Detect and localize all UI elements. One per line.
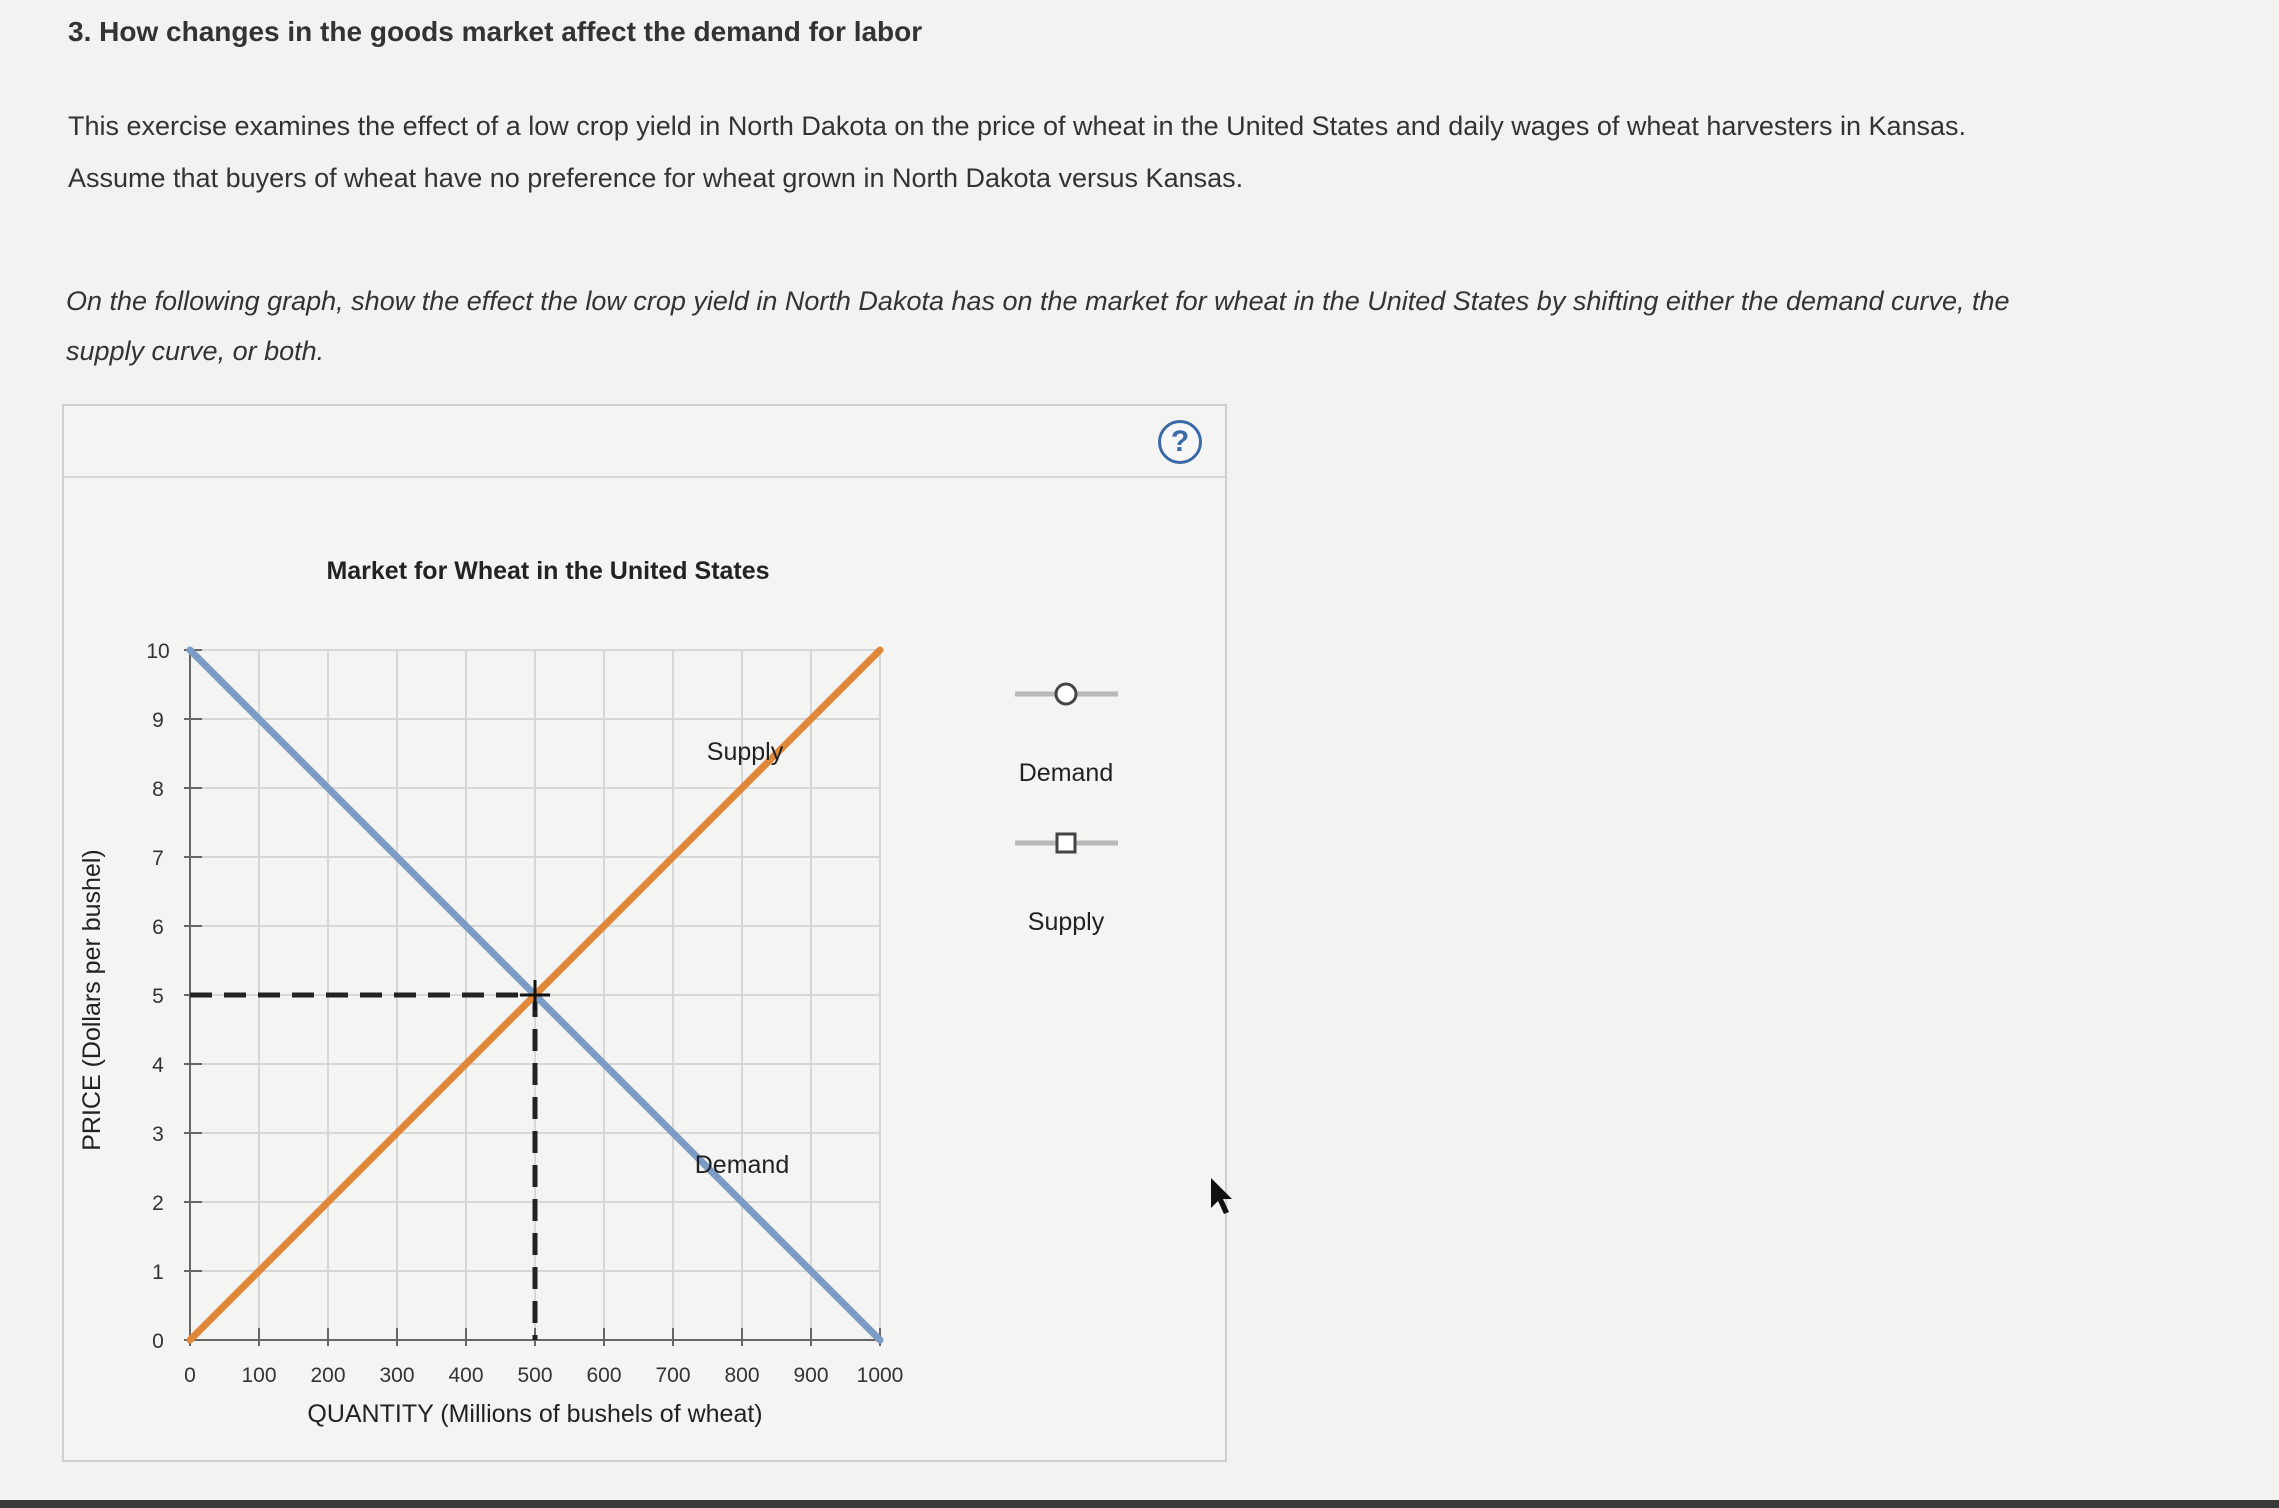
y-tick-label: 8 xyxy=(152,778,164,801)
y-tick-label: 9 xyxy=(152,709,164,732)
y-tick-label: 10 xyxy=(146,640,170,663)
question-title: 3. How changes in the goods market affect the demand for labor xyxy=(68,16,923,47)
y-tick-label: 1 xyxy=(152,1261,164,1284)
demand-tool-label: Demand xyxy=(1018,759,1114,787)
supply-tool-label: Supply xyxy=(1027,908,1105,936)
square-marker-icon[interactable] xyxy=(1057,834,1075,852)
x-tick-label: 1000 xyxy=(856,1364,904,1387)
y-tick-label: 4 xyxy=(152,1054,164,1077)
x-tick-label: 300 xyxy=(379,1364,415,1387)
x-tick-label: 500 xyxy=(517,1364,553,1387)
y-tick-label: 3 xyxy=(152,1123,164,1146)
x-tick-label: 100 xyxy=(241,1364,277,1387)
x-tick-label: 600 xyxy=(586,1364,622,1387)
mouse-cursor-icon xyxy=(1211,1178,1232,1214)
y-tick-label: 6 xyxy=(152,916,164,939)
x-tick-label: 800 xyxy=(724,1364,760,1387)
demand-curve-label: Demand xyxy=(694,1151,790,1179)
x-tick-label: 900 xyxy=(793,1364,829,1387)
window-bottom-edge xyxy=(0,1500,2279,1508)
x-tick-label: 200 xyxy=(310,1364,346,1387)
y-tick-label: 5 xyxy=(152,985,164,1008)
help-button[interactable]: ? xyxy=(1158,420,1202,464)
y-tick-label: 0 xyxy=(152,1330,164,1353)
x-tick-label: 400 xyxy=(448,1364,484,1387)
question-instruction: On the following graph, show the effect the low crop yield in North Dakota has on the market for wheat in the United States by shifting either the demand curve, the supply curve, or both. xyxy=(66,286,2010,366)
y-tick-label: 2 xyxy=(152,1192,164,1215)
circle-marker-icon[interactable] xyxy=(1056,684,1076,704)
curve-palette[interactable] xyxy=(1015,684,1232,1214)
x-tick-label: 700 xyxy=(655,1364,691,1387)
question-intro: This exercise examines the effect of a low crop yield in North Dakota on the price of wheat in the United States and daily wages of wheat harvesters in Kansas. Assume that buyers of wheat have no preference for wheat grown in North Dakota versus Kansas. xyxy=(68,111,1967,193)
y-tick-label: 7 xyxy=(152,847,164,870)
supply-curve-label: Supply xyxy=(706,738,784,766)
chart-title: Market for Wheat in the United States xyxy=(326,557,770,585)
x-tick-label: 0 xyxy=(184,1364,196,1387)
y-axis-title: PRICE (Dollars per bushel) xyxy=(78,849,106,1151)
x-axis-title: QUANTITY (Millions of bushels of wheat) xyxy=(307,1400,763,1428)
